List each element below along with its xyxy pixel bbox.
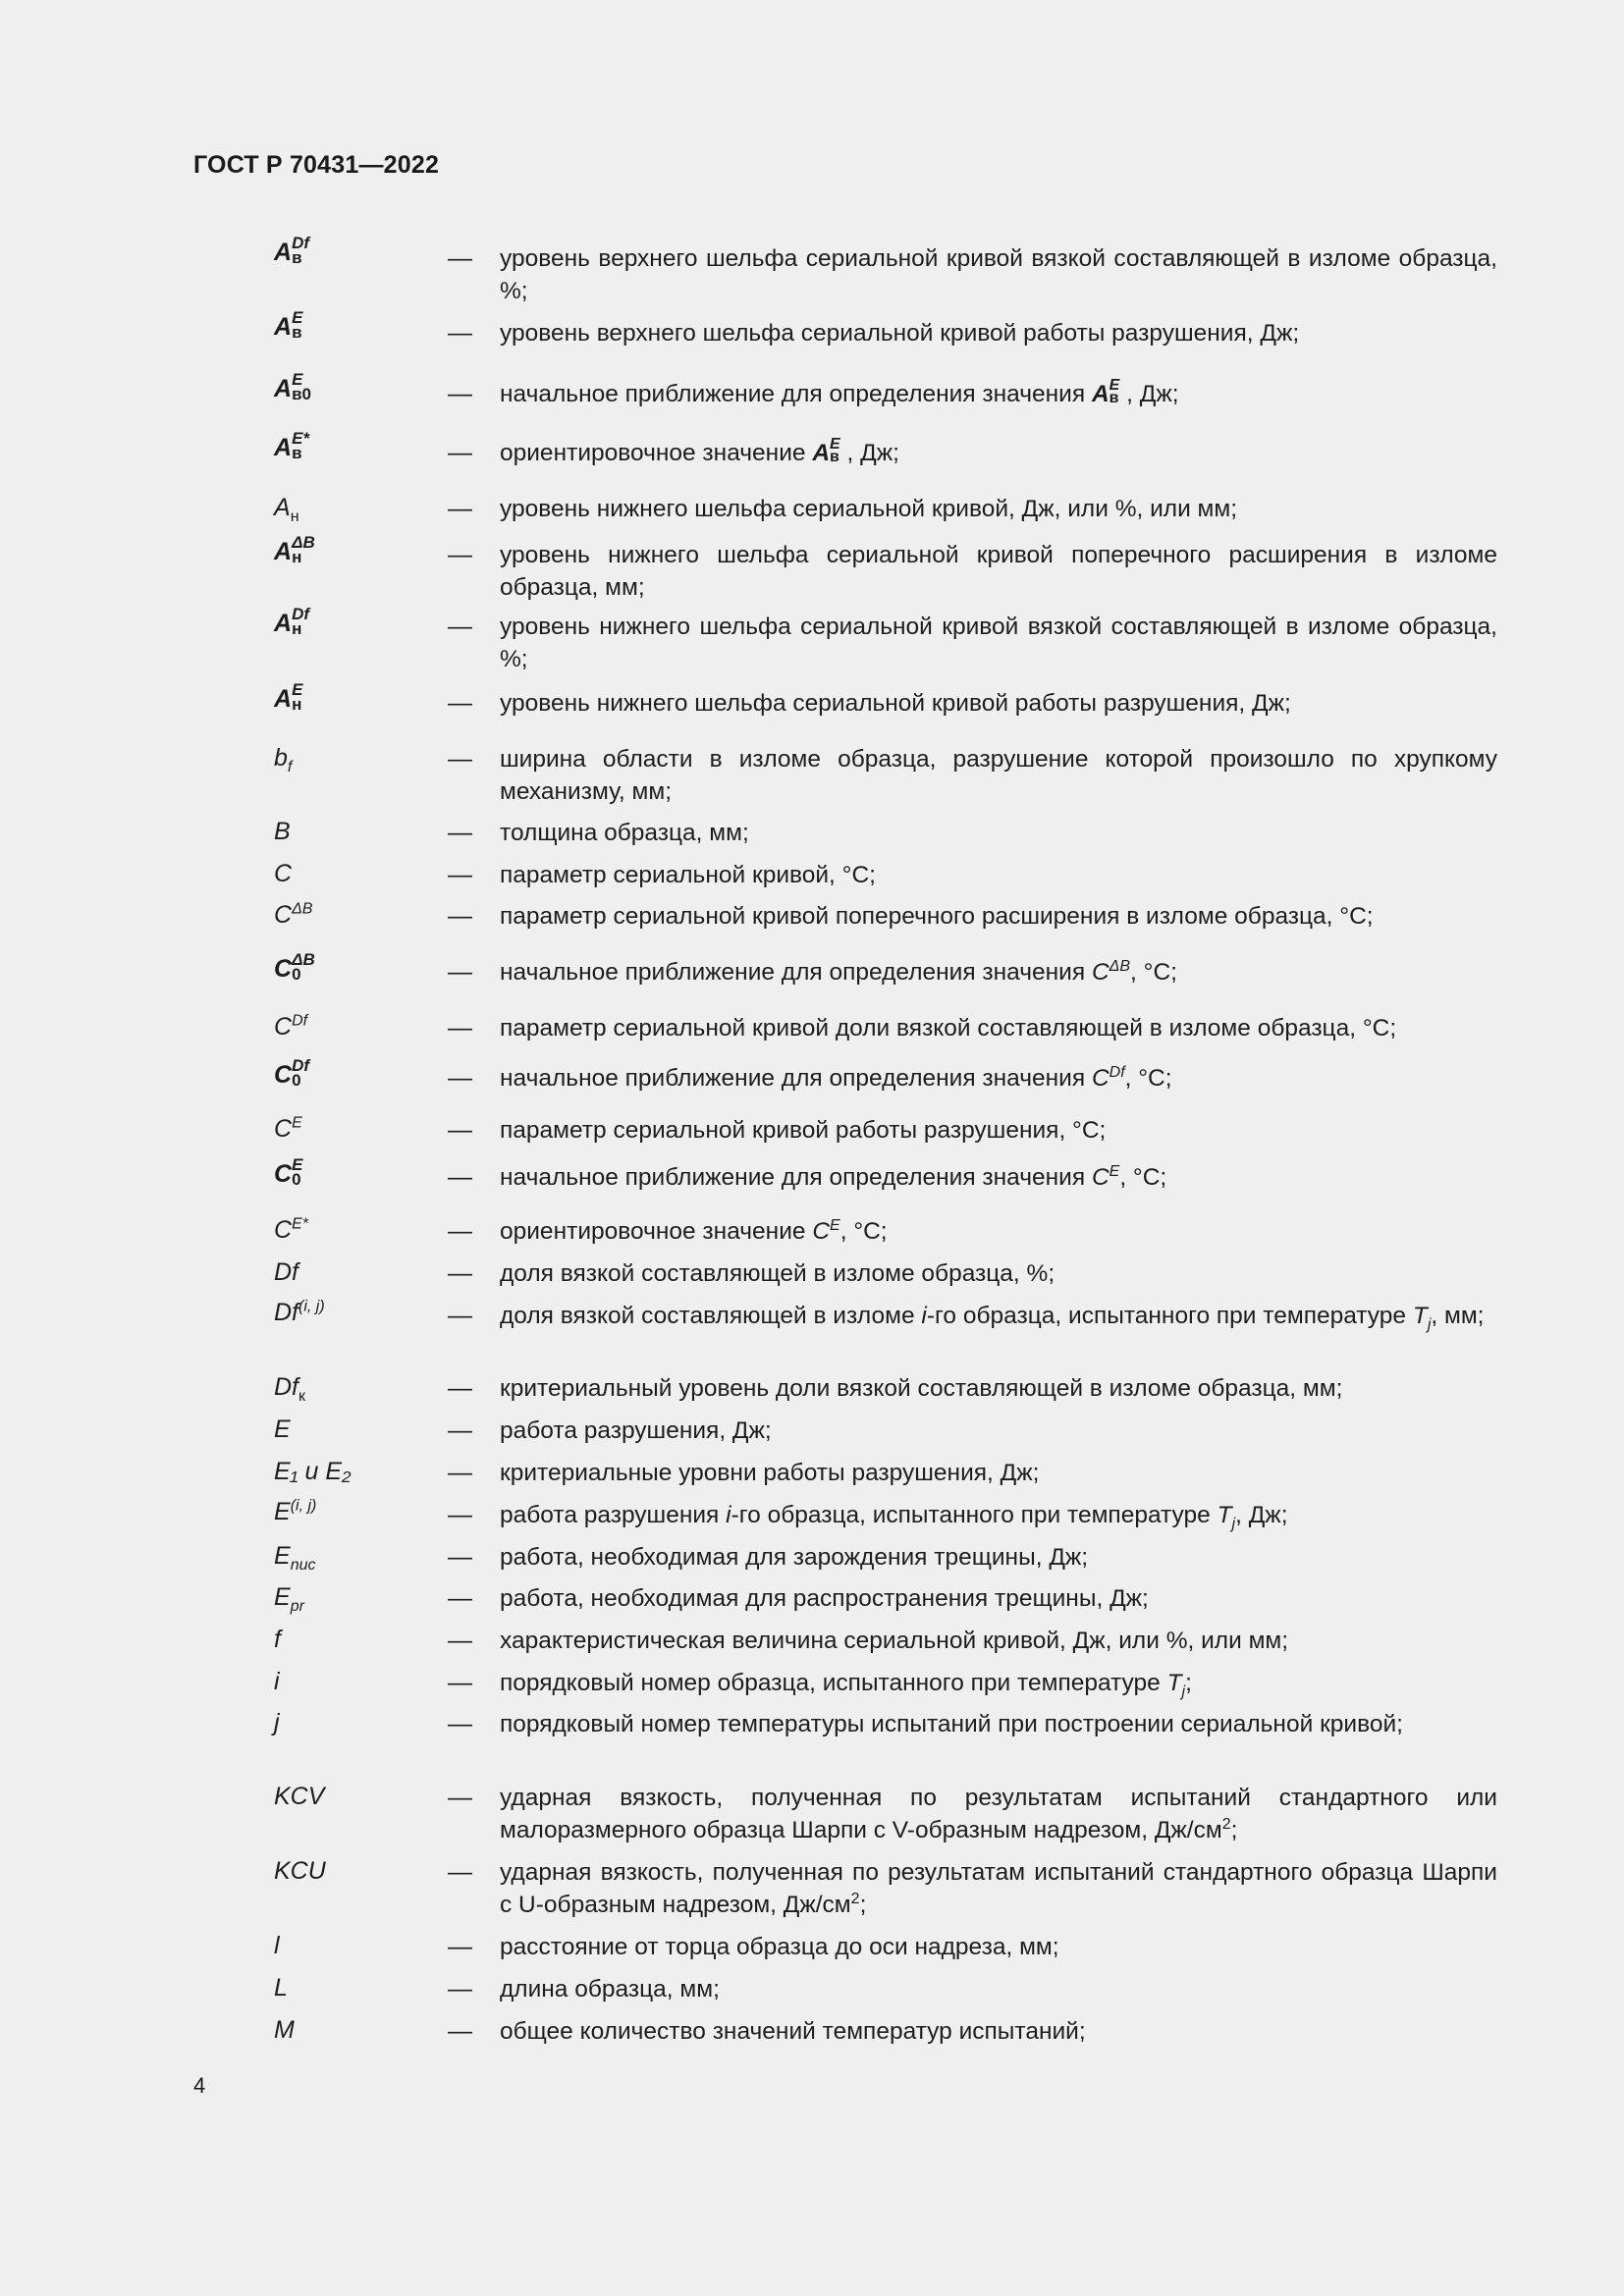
definition-symbol: A Df н <box>274 605 310 639</box>
definition-text: толщина образца, мм; <box>500 820 749 846</box>
definition-symbol: KCV <box>274 1783 325 1810</box>
definition-text: уровень верхнего шельфа сериальной кривой вязкой составляющей в изломе образца, %; <box>500 245 1497 304</box>
dash: — <box>448 1416 472 1444</box>
definition-symbol: l <box>274 1932 280 1959</box>
definition-text: ударная вязкость, полученная по результатам испытаний стандартного или малоразмерного образца Шарпи с V-образным надрезом, $Дж/см^2$; <box>500 1785 1497 1843</box>
definition-text: расстояние от торца образца до оси надреза, мм; <box>500 1934 1059 1960</box>
dash: — <box>448 1627 472 1654</box>
definition-symbol: $C^{E*}$ <box>274 1215 308 1244</box>
definition-symbol: $C^{Df}$ <box>274 1012 308 1041</box>
definition-symbol: i <box>274 1668 280 1695</box>
dash: — <box>448 1933 472 1960</box>
definition-text: доля вязкой составляющей в изломе образца, %; <box>500 1260 1056 1287</box>
definition-text: параметр сериальной кривой, °С; <box>500 862 876 888</box>
definition-text: работа разрушения, Дж; <box>500 1417 772 1444</box>
definition-text: характеристическая величина сериальной кривой, Дж, или %, или мм; <box>500 1628 1289 1654</box>
inline-symbol: A E в <box>812 435 840 466</box>
dash: — <box>448 1163 472 1191</box>
dash: — <box>448 1669 472 1696</box>
definition-symbol: M <box>274 2016 295 2044</box>
dash: — <box>448 495 472 522</box>
dash: — <box>448 1784 472 1811</box>
definition-text: параметр сериальной кривой доли вязкой составляющей в изломе образца, °С; <box>500 1015 1397 1041</box>
dash: — <box>448 380 472 407</box>
definition-symbol: A Df в <box>274 234 310 268</box>
definition-symbol: $C^{\Delta B}$ <box>274 900 313 929</box>
definition-text: ударная вязкость, полученная по результатам испытаний стандартного образца Шарпи с U-образным надрезом, $Дж/см^2$; <box>500 1859 1497 1918</box>
dash: — <box>448 689 472 717</box>
dash: — <box>448 2017 472 2045</box>
definition-symbol: $A_н$ <box>274 494 299 525</box>
dash: — <box>448 439 472 466</box>
definition-symbol: C <box>274 860 293 887</box>
definition-text: общее количество значений температур испытаний; <box>500 2018 1086 2045</box>
dash: — <box>448 745 472 773</box>
definition-text: уровень нижнего шельфа сериальной кривой поперечного расширения в изломе образца, мм; <box>500 542 1497 601</box>
definition-symbol: C ΔB 0 <box>274 950 315 985</box>
dash: — <box>448 1584 472 1612</box>
definition-symbol: B <box>274 818 291 845</box>
definition-text: уровень нижнего шельфа сериальной кривой работы разрушения, Дж; <box>500 690 1291 717</box>
page-number: 4 <box>193 2073 206 2098</box>
definition-text: работа, необходимая для распространения трещины, Дж; <box>500 1585 1149 1612</box>
dash: — <box>448 1459 472 1486</box>
definition-text: начальное приближение для определения значения $C^{\Delta B}$, °С; <box>500 957 1177 986</box>
definition-symbol: C Df 0 <box>274 1056 310 1091</box>
dash: — <box>448 1259 472 1287</box>
definition-symbol: A E в <box>274 308 303 343</box>
definition-symbol: A E* в <box>274 429 310 463</box>
dash: — <box>448 1217 472 1245</box>
definition-text: критериальные уровни работы разрушения, Дж; <box>500 1460 1040 1486</box>
definition-text: начальное приближение для определения значения $C^E$, °С; <box>500 1162 1167 1191</box>
definition-text: ширина области в изломе образца, разрушение которой произошло по хрупкому механизму, мм; <box>500 746 1497 805</box>
definition-symbol: E$^{(i, j)}$ <box>274 1497 317 1525</box>
definition-symbol: Df$^{(i, j)}$ <box>274 1298 325 1326</box>
definition-text: начальное приближение для определения значения A E в , Дж; <box>500 378 1497 410</box>
dash: — <box>448 541 472 568</box>
definition-symbol: A ΔB н <box>274 533 315 567</box>
dash: — <box>448 1014 472 1041</box>
definition-symbol: L <box>274 1974 288 2002</box>
document-header: ГОСТ Р 70431—2022 <box>193 151 440 179</box>
dash: — <box>448 613 472 640</box>
definition-text: порядковый номер температуры испытаний при построении сериальной кривой; <box>500 1711 1403 1737</box>
definition-text: длина образца, мм; <box>500 1976 720 2002</box>
definition-symbol: f <box>274 1626 281 1653</box>
definition-symbol: A E в0 <box>274 370 311 404</box>
definition-symbol: j <box>274 1709 280 1736</box>
dash: — <box>448 1710 472 1737</box>
definition-text: параметр сериальной кривой работы разрушения, °С; <box>500 1117 1107 1144</box>
dash: — <box>448 1374 472 1402</box>
definition-symbol: $E_{nuc}$ <box>274 1542 316 1574</box>
definition-text: начальное приближение для определения значения $C^{Df}$, °С; <box>500 1063 1172 1092</box>
dash: — <box>448 902 472 930</box>
definition-symbol: $C^E$ <box>274 1114 302 1143</box>
definition-symbol: A E н <box>274 680 303 715</box>
definition-symbol: E <box>274 1415 291 1443</box>
dash: — <box>448 1116 472 1144</box>
definition-text: доля вязкой составляющей в изломе i-го образца, испытанного при температуре $T_j$, мм; <box>500 1303 1485 1333</box>
dash: — <box>448 1543 472 1571</box>
definition-symbol: KCU <box>274 1857 326 1885</box>
dash: — <box>448 861 472 888</box>
dash: — <box>448 1064 472 1092</box>
definition-text: уровень нижнего шельфа сериальной кривой, Дж, или %, или мм; <box>500 496 1238 522</box>
dash: — <box>448 819 472 846</box>
dash: — <box>448 1975 472 2002</box>
definition-text: ориентировочное значение A E в , Дж; <box>500 437 1497 469</box>
dash: — <box>448 1302 472 1329</box>
definition-text: порядковый номер образца, испытанного при температуре $T_j$; <box>500 1670 1192 1700</box>
dash: — <box>448 319 472 347</box>
definition-text: работа разрушения i-го образца, испытанного при температуре $T_j$, Дж; <box>500 1502 1288 1532</box>
definition-symbol: C E 0 <box>274 1155 303 1190</box>
dash: — <box>448 1501 472 1528</box>
definition-symbol: E₁ и E₂ <box>274 1458 352 1485</box>
definition-text: работа, необходимая для зарождения трещины, Дж; <box>500 1544 1089 1571</box>
inline-symbol: A E в <box>1091 376 1120 407</box>
dash: — <box>448 958 472 986</box>
dash: — <box>448 1858 472 1886</box>
dash: — <box>448 244 472 272</box>
definition-text: ориентировочное значение $C^E$, °С; <box>500 1216 888 1245</box>
definition-symbol: $E_{pr}$ <box>274 1583 304 1615</box>
definition-text: уровень нижнего шельфа сериальной кривой вязкой составляющей в изломе образца, %; <box>500 614 1497 672</box>
definition-text: уровень верхнего шельфа сериальной кривой работы разрушения, Дж; <box>500 320 1300 347</box>
definition-text: критериальный уровень доли вязкой составляющей в изломе образца, мм; <box>500 1375 1343 1402</box>
definition-symbol: $Df_к$ <box>274 1373 305 1405</box>
definition-symbol: Df <box>274 1258 298 1286</box>
definition-text: параметр сериальной кривой поперечного расширения в изломе образца, °С; <box>500 903 1374 930</box>
definition-symbol: $b_f$ <box>274 744 293 775</box>
